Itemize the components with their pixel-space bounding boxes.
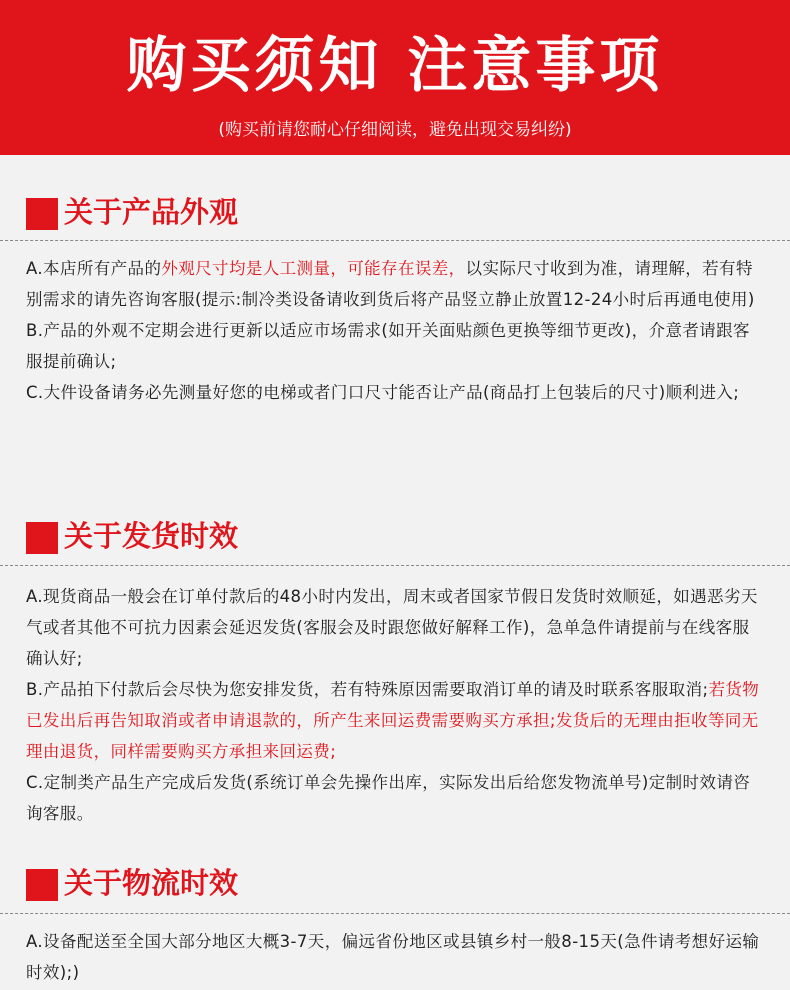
section-title: 关于产品外观 <box>64 195 239 229</box>
header-banner <box>0 0 790 155</box>
highlight-text: 若货物已发出后再告知取消或者申请退款的，所产生来回运费需要购买方承担;发货后的无理由拒收等同无理由退货，同样需要购买方承担来回运费; <box>26 680 760 761</box>
red-square-icon <box>26 522 58 554</box>
paragraph-a: A.本店所有产品的外观尺寸均是人工测量，可能存在误差，以实际尺寸收到为准，请理解，若有特别需求的请先咨询客服(提示:制冷类设备请收到货后将产品竖立静止放置12-24小时后再通电使用) <box>26 259 755 309</box>
section-body-appearance <box>26 253 766 408</box>
paragraph-c: C.大件设备请务必先测量好您的电梯或者门口尺寸能否让产品(商品打上包装后的尺寸)顺利进入; <box>26 383 740 402</box>
section-body-logistics <box>26 926 766 988</box>
section-title: 关于物流时效 <box>64 866 239 900</box>
paragraph-c: C.定制类产品生产完成后发货(系统订单会先操作出库，实际发出后给您发物流单号)定制时效请咨询客服。 <box>26 773 751 823</box>
highlight-text: 外观尺寸均是人工测量，可能存在误差， <box>161 259 466 278</box>
dashed-divider <box>0 913 790 914</box>
dashed-divider <box>0 240 790 241</box>
paragraph-a: A.现货商品一般会在订单付款后的48小时内发出，周末或者国家节假日发货时效顺延，如遇恶劣天气或者其他不可抗力因素会延迟发货(客服会及时跟您做好解释工作)，急单急件请提前与在线客服确认好; <box>26 587 758 668</box>
section-title: 关于发货时效 <box>64 519 239 553</box>
paragraph-a: A.设备配送至全国大部分地区大概3-7天，偏远省份地区或县镇乡村一般8-15天(急件请考想好运输时效);) <box>26 932 760 982</box>
section-body-shipping <box>26 581 766 829</box>
paragraph-b: B.产品的外观不定期会进行更新以适应市场需求(如开关面贴颜色更换等细节更改)，介意者请跟客服提前确认; <box>26 321 750 371</box>
page-title: 购买须知 注意事项 <box>126 31 664 101</box>
paragraph-b: B.产品拍下付款后会尽快为您安排发货，若有特殊原因需要取消订单的请及时联系客服取消;若货物已发出后再告知取消或者申请退款的，所产生来回运费需要购买方承担;发货后的无理由拒收等同无理由退货，同样需要购买方承担来回运费; <box>26 680 760 761</box>
dashed-divider <box>0 565 790 566</box>
red-square-icon <box>26 869 58 901</box>
page-subtitle: (购买前请您耐心仔细阅读，避免出现交易纠纷) <box>218 120 572 140</box>
red-square-icon <box>26 198 58 230</box>
